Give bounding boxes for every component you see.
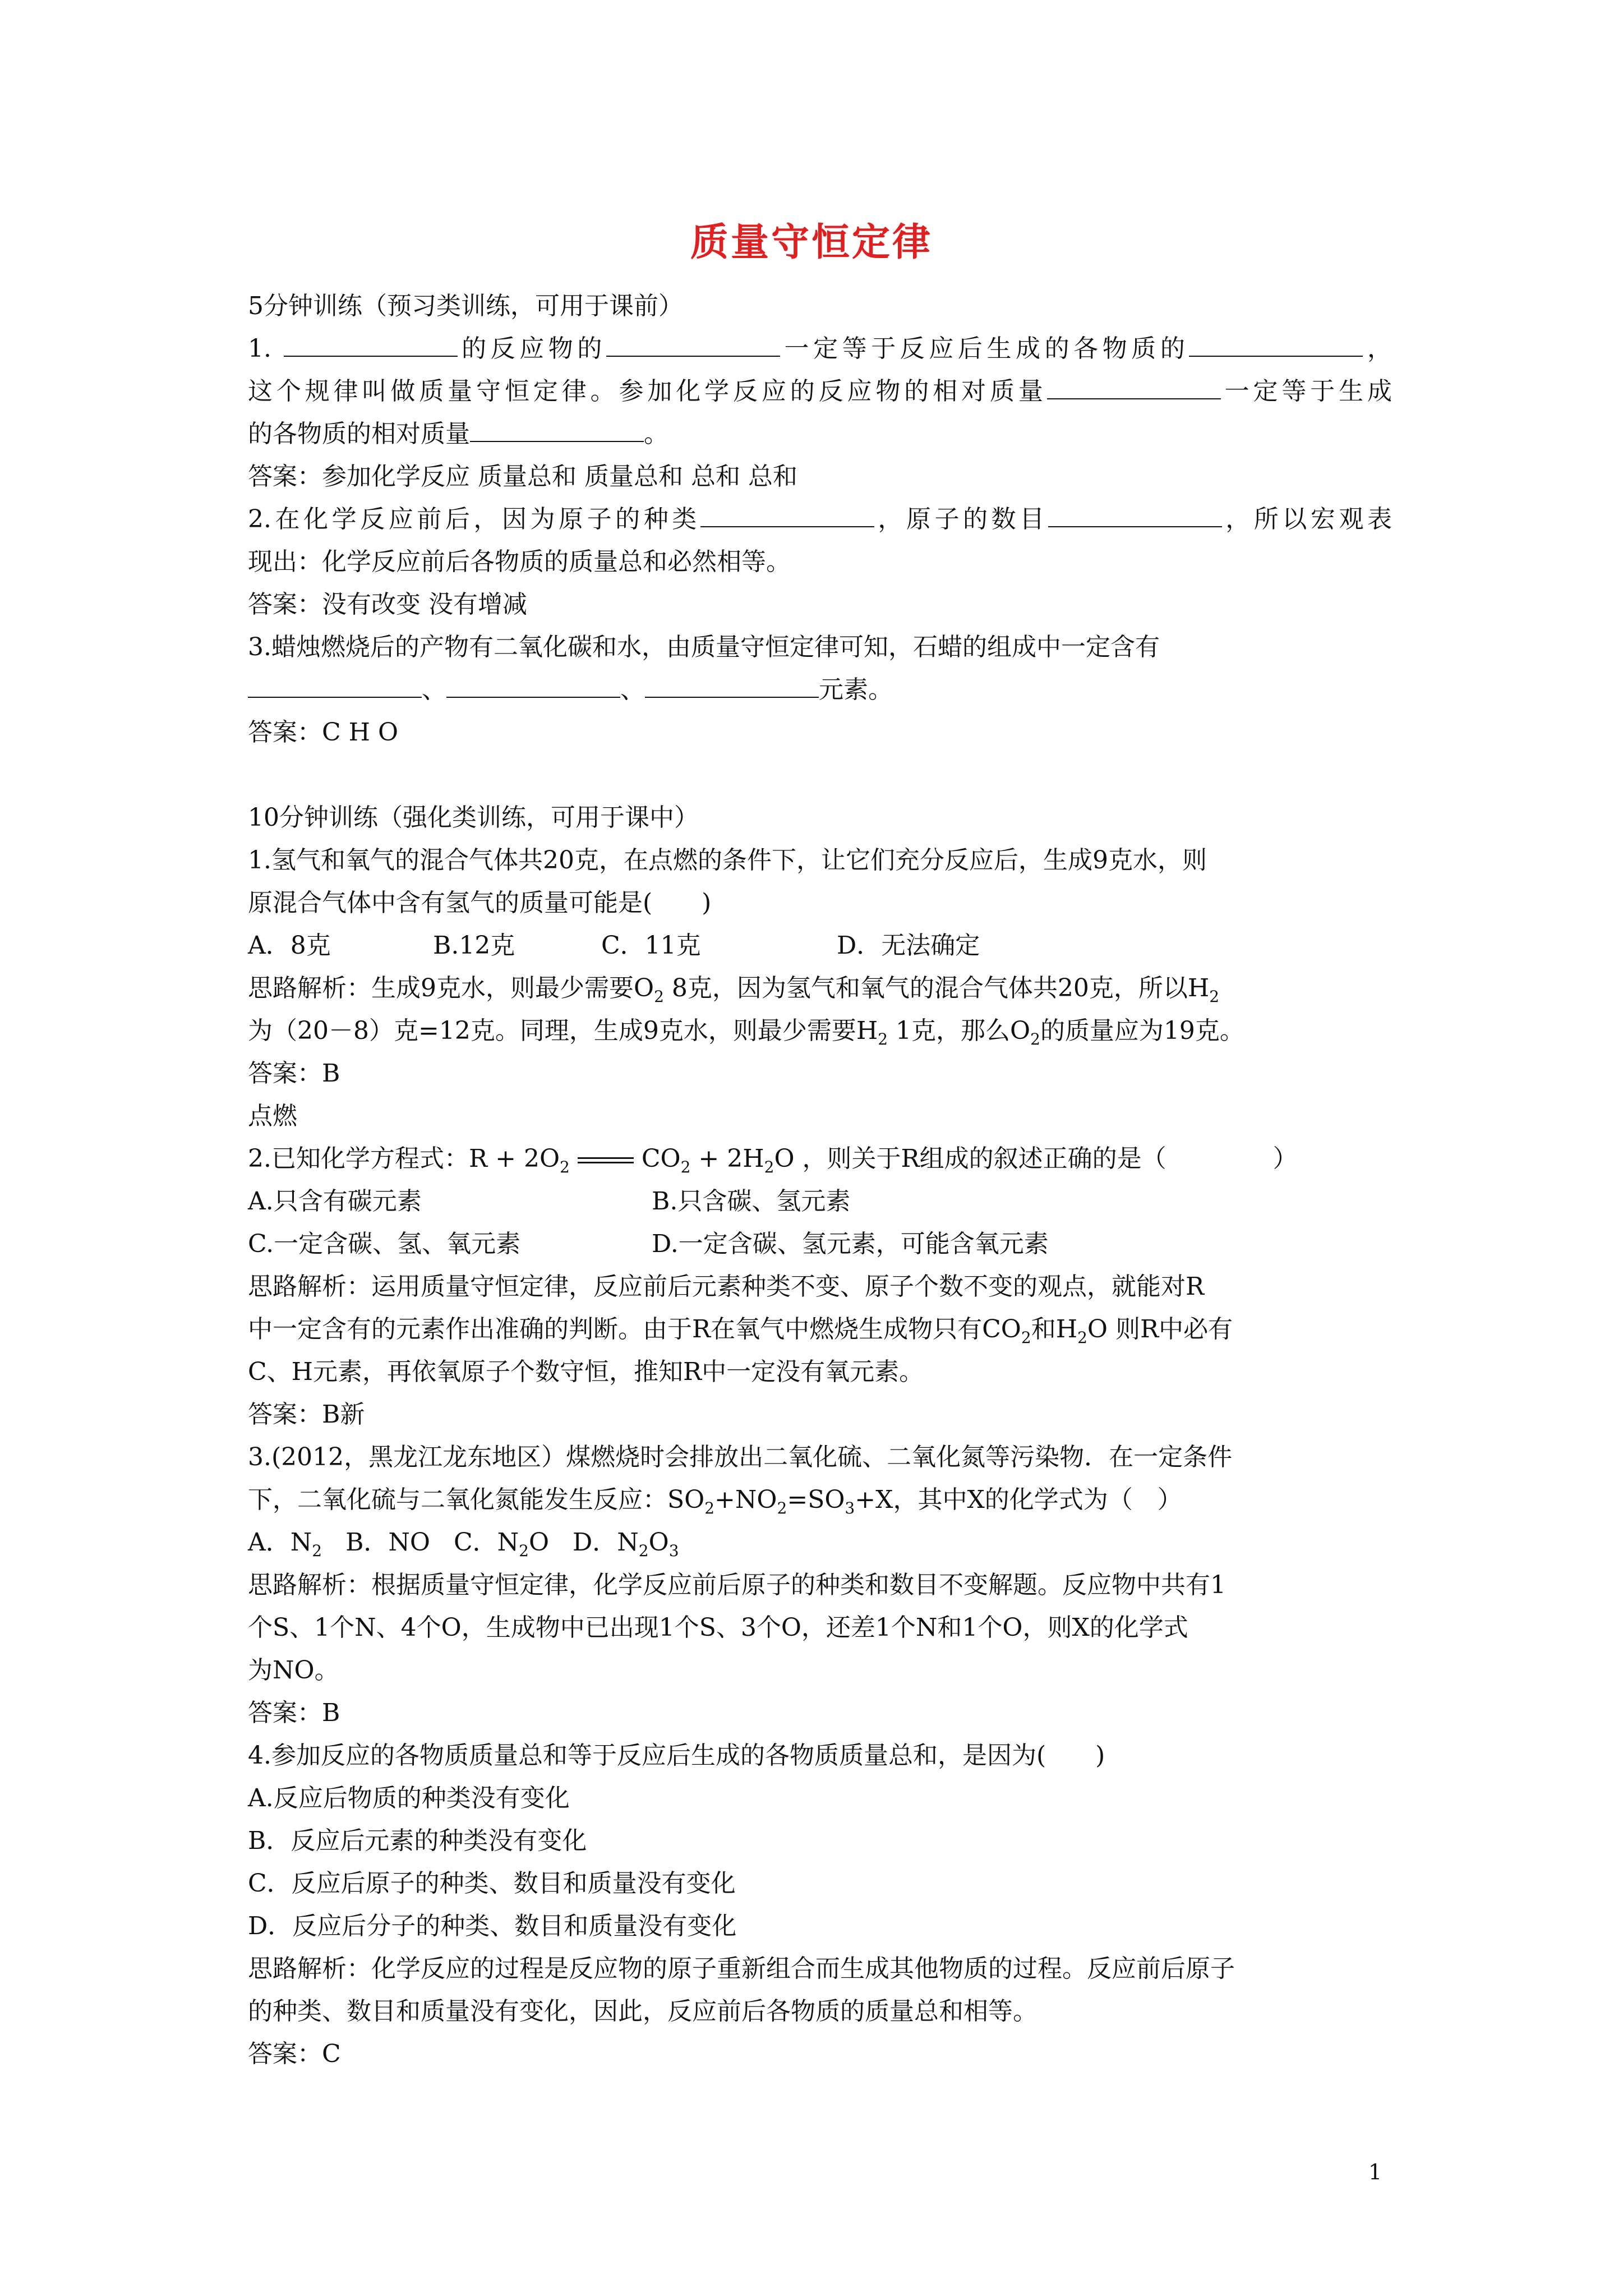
- option-d: D．无法确定: [837, 931, 980, 960]
- page-number: 1: [1368, 2160, 1382, 2184]
- section-heading: 10分钟训练（强化类训练，可用于课中）: [248, 803, 699, 832]
- option-b: B.12克: [433, 931, 515, 960]
- answer-blank[interactable]: [446, 675, 620, 698]
- options-line: [248, 1223, 1392, 1266]
- option-c: C.一定含碳、氢、氧元素: [248, 1230, 521, 1258]
- answer-blank[interactable]: [470, 420, 644, 442]
- question-line: 4.参加反应的各物质质量总和等于反应后生成的各物质质量总和，是因为( ): [248, 1741, 1105, 1770]
- option-a: A.只含有碳元素: [248, 1187, 422, 1216]
- answer-blank[interactable]: [645, 675, 819, 698]
- option-c: C．11克: [601, 931, 701, 960]
- question-line: 这个规律叫做质量守恒定律。参加化学反应的反应物的相对质量 一定等于生成: [248, 377, 1392, 406]
- answer-blank[interactable]: [606, 334, 780, 357]
- equals-sign: [578, 1157, 634, 1164]
- options-line: [248, 1180, 1392, 1223]
- answer-line: 答案：参加化学反应 质量总和 质量总和 总和 总和: [248, 462, 797, 491]
- answer-line: 答案：B: [248, 1059, 340, 1088]
- question-line: 2.在化学反应前后，因为原子的种类 ，原子的数目 ，所以宏观表: [248, 505, 1393, 533]
- option-b: B.只含碳、氢元素: [652, 1187, 851, 1216]
- question-line: 3.蜡烛燃烧后的产物有二氧化碳和水，由质量守恒定律可知，石蜡的组成中一定含有: [248, 633, 1160, 661]
- question-line: 、 、 元素。: [248, 669, 1392, 711]
- options-line: [248, 924, 1392, 967]
- option-d: D．反应后分子的种类、数目和质量没有变化: [248, 1912, 737, 1940]
- answer-blank[interactable]: [1048, 505, 1222, 527]
- question-line: 1. 的反应物的 一定等于反应后生成的各物质的 ，: [248, 334, 1393, 363]
- question-line: 2.已知化学方程式：$R + 2O_2$ $CO_2 + 2H_2O$ ，则关于R组成的叙述正确的是（ ）: [248, 1144, 1298, 1176]
- option-a: A．8克: [248, 931, 331, 960]
- option-b: B．反应后元素的种类没有变化: [248, 1826, 587, 1855]
- analysis-line: 中一定含有的元素作出准确的判断。由于R在氧气中燃烧生成物只有$CO_2$和$H_2O$ 则R中必有: [248, 1315, 1233, 1347]
- analysis-line: 思路解析：根据质量守恒定律，化学反应前后原子的种类和数目不变解题。反应物中共有1: [248, 1571, 1226, 1599]
- question-line: 下，二氧化硫与二氧化氮能发生反应：$SO_2+NO_2=SO_3+X$，其中X的化学式为（ ）: [248, 1485, 1182, 1517]
- question-line: 的各物质的相对质量 。: [248, 420, 668, 448]
- answer-blank[interactable]: [700, 505, 874, 527]
- analysis-line: C、H元素，再依氧原子个数守恒，推知R中一定没有氧元素。: [248, 1358, 924, 1386]
- option-d: D.一定含碳、氢元素，可能含氧元素: [652, 1230, 1049, 1258]
- answer-blank[interactable]: [1047, 377, 1221, 399]
- question-line: 原混合气体中含有氢气的质量可能是( ): [248, 889, 712, 917]
- section-heading: 5分钟训练（预习类训练，可用于课前）: [248, 292, 683, 320]
- answer-line: 答案：C: [248, 2040, 341, 2068]
- answer-line: 答案：没有改变 没有增减: [248, 590, 527, 619]
- analysis-line: 的种类、数目和质量没有变化，因此，反应前后各物质的质量总和相等。: [248, 1997, 1038, 2026]
- answer-line: 答案：B: [248, 1699, 340, 1727]
- option-c: C．反应后原子的种类、数目和质量没有变化: [248, 1869, 736, 1898]
- question-line: 3.(2012，黑龙江龙东地区）煤燃烧时会排放出二氧化硫、二氧化氮等污染物．在一定条件: [248, 1443, 1233, 1471]
- answer-blank[interactable]: [284, 334, 458, 357]
- option-a: A．$N_2$: [248, 1528, 322, 1560]
- analysis-line: 为（20－8）克=12克。同理，生成9克水，则最少需要$H_2$ 1克，那么$O_2$的质量应为19克。: [248, 1016, 1244, 1048]
- analysis-line: 思路解析：运用质量守恒定律，反应前后元素种类不变、原子个数不变的观点，就能对R: [248, 1272, 1205, 1301]
- analysis-line: 思路解析：化学反应的过程是反应物的原子重新组合而生成其他物质的过程。反应前后原子: [248, 1954, 1235, 1983]
- option-b: B．NO: [345, 1528, 430, 1557]
- answer-line: 答案：C H O: [248, 718, 399, 747]
- option-a: A.反应后物质的种类没有变化: [248, 1784, 570, 1812]
- document-body: [248, 285, 1392, 2076]
- analysis-line: 为NO。: [248, 1656, 339, 1685]
- reaction-condition: 点燃: [248, 1102, 297, 1130]
- option-c: C．$N_2O$: [453, 1528, 550, 1560]
- answer-blank[interactable]: [1189, 334, 1363, 357]
- question-line: 现出：化学反应前后各物质的质量总和必然相等。: [248, 547, 791, 576]
- options-line: [248, 1521, 1392, 1564]
- answer-line: 答案：B新: [248, 1400, 365, 1429]
- page-title: 质量守恒定律: [690, 220, 933, 265]
- option-d: D．$N_2O_3$: [573, 1528, 679, 1560]
- analysis-line: 个S、1个N、4个O，生成物中已出现1个S、3个O，还差1个N和1个O，则X的化学式: [248, 1613, 1188, 1642]
- question-line: 1.氢气和氧气的混合气体共20克，在点燃的条件下，让它们充分反应后，生成9克水，则: [248, 846, 1207, 875]
- analysis-line: 思路解析：生成9克水，则最少需要$O_2$ 8克，因为氢气和氧气的混合气体共20克，所以$H_2$: [248, 974, 1220, 1006]
- answer-blank[interactable]: [248, 675, 422, 698]
